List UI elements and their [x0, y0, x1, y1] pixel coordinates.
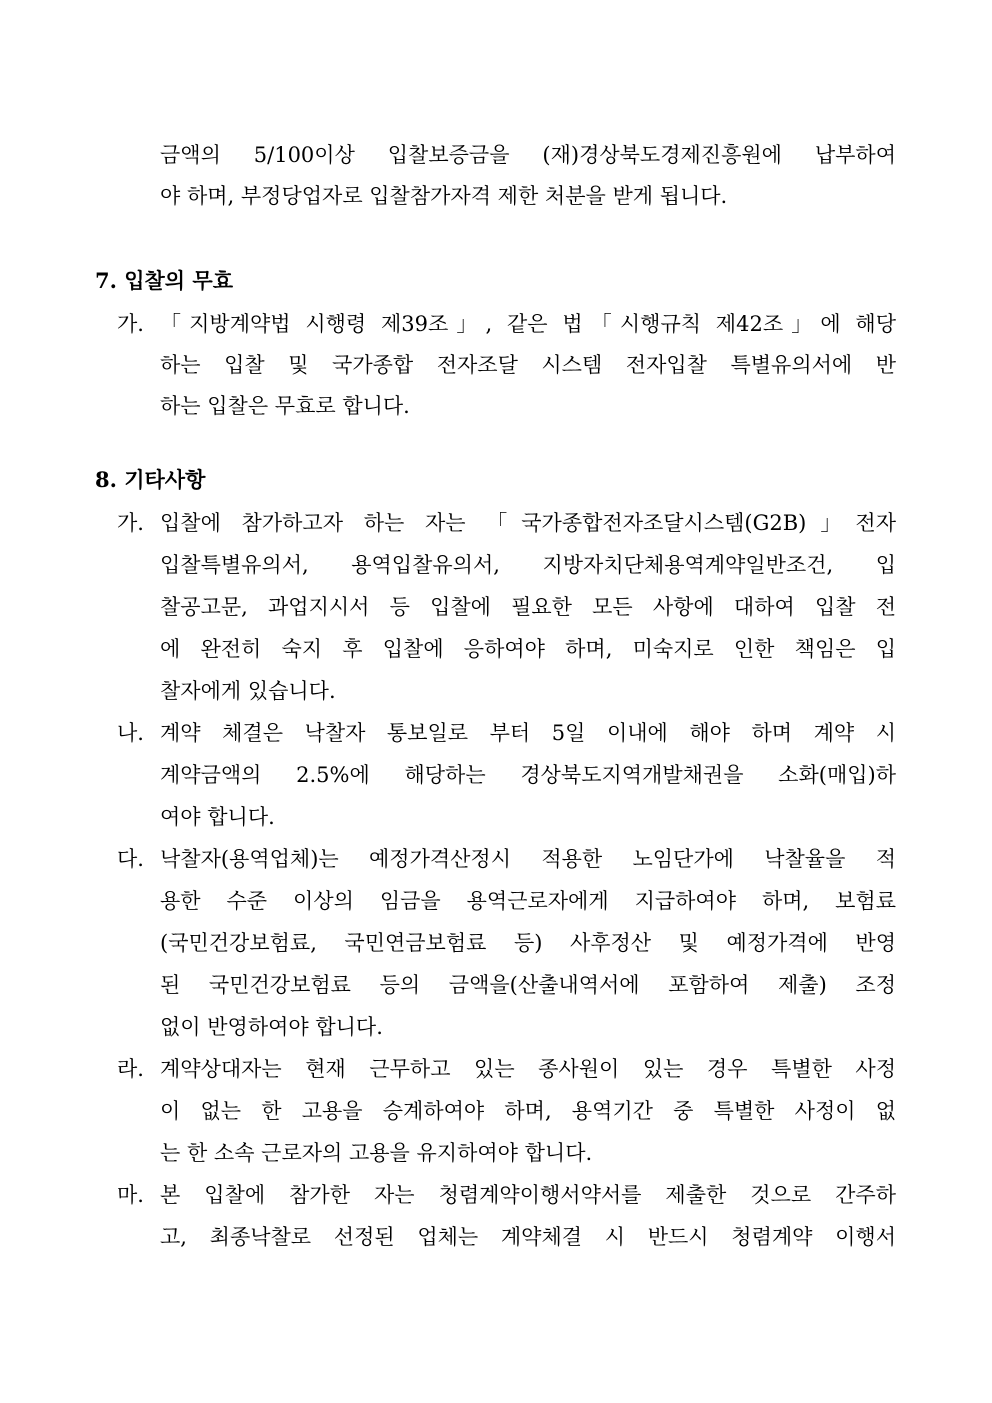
list-item-line: 계약금액의 2.5%에 해당하는 경상북도지역개발채권을 소화(매입)하 — [160, 763, 896, 787]
intro-line: 금액의 5/100이상 입찰보증금을 (재)경상북도경제진흥원에 납부하여 — [160, 143, 896, 167]
list-item-line: 입찰에 참가하고자 하는 자는 「국가종합전자조달시스템(G2B)」전자 — [160, 511, 896, 535]
list-item-line: 된 국민건강보험료 등의 금액을(산출내역서에 포함하여 제출) 조정 — [160, 973, 896, 997]
list-item-line: 용한 수준 이상의 임금을 용역근로자에게 지급하여야 하며, 보험료 — [160, 889, 896, 913]
list-item-marker: 다. — [117, 847, 144, 871]
list-item-line: 는 한 소속 근로자의 고용을 유지하여야 합니다. — [160, 1141, 593, 1165]
list-item-marker: 나. — [117, 721, 144, 745]
list-item-line: 찰자에게 있습니다. — [160, 679, 336, 703]
list-item-line: 「지방계약법 시행령 제39조」, 같은 법「시행규칙 제42조」에 해당 — [160, 312, 896, 336]
intro-line: 야 하며, 부정당업자로 입찰참가자격 제한 처분을 받게 됩니다. — [160, 184, 728, 208]
list-item-marker: 라. — [117, 1057, 144, 1081]
list-item-line: 찰공고문, 과업지시서 등 입찰에 필요한 모든 사항에 대하여 입찰 전 — [160, 595, 896, 619]
list-item-line: 계약 체결은 낙찰자 통보일로 부터 5일 이내에 해야 하며 계약 시 — [160, 721, 896, 745]
list-item-marker: 가. — [117, 511, 144, 535]
list-item-line: 에 완전히 숙지 후 입찰에 응하여야 하며, 미숙지로 인한 책임은 입 — [160, 637, 896, 661]
list-item-line: 고, 최종낙찰로 선정된 업체는 계약체결 시 반드시 청렴계약 이행서 — [160, 1225, 896, 1249]
list-item-line: 본 입찰에 참가한 자는 청렴계약이행서약서를 제출한 것으로 간주하 — [160, 1183, 896, 1207]
list-item-line: 낙찰자(용역업체)는 예정가격산정시 적용한 노임단가에 낙찰율을 적 — [160, 847, 896, 871]
list-item-line: 없이 반영하여야 합니다. — [160, 1015, 383, 1039]
section-heading: 8. 기타사항 — [95, 467, 206, 492]
list-item-line: 입찰특별유의서, 용역입찰유의서, 지방자치단체용역계약일반조건, 입 — [160, 553, 896, 577]
list-item-line: 하는 입찰 및 국가종합 전자조달 시스템 전자입찰 특별유의서에 반 — [160, 353, 896, 377]
list-item-marker: 가. — [117, 312, 144, 336]
list-item-marker: 마. — [117, 1183, 144, 1207]
list-item-line: 하는 입찰은 무효로 합니다. — [160, 394, 410, 418]
list-item-line: 계약상대자는 현재 근무하고 있는 종사원이 있는 경우 특별한 사정 — [160, 1057, 896, 1081]
section-heading: 7. 입찰의 무효 — [95, 268, 233, 293]
list-item-line: 여야 합니다. — [160, 805, 275, 829]
list-item-line: (국민건강보험료, 국민연금보험료 등) 사후정산 및 예정가격에 반영 — [160, 931, 896, 955]
list-item-line: 이 없는 한 고용을 승계하여야 하며, 용역기간 중 특별한 사정이 없 — [160, 1099, 896, 1123]
